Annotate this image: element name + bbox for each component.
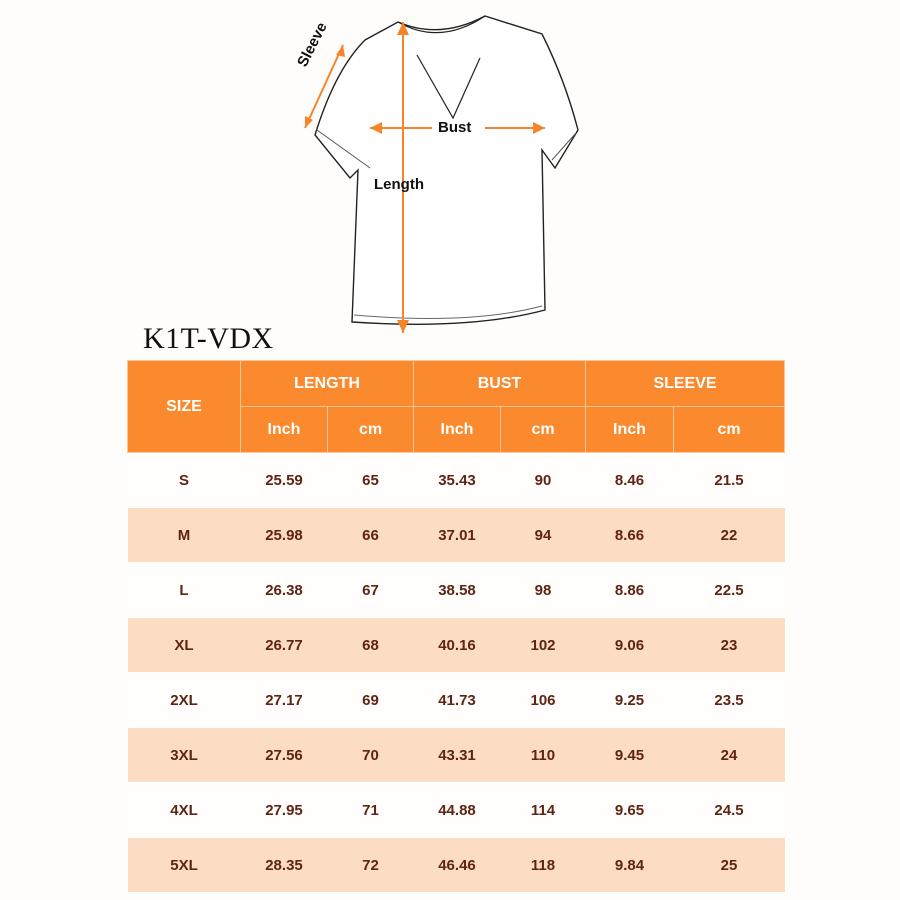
- sleeve-cm-cell: 23: [674, 618, 785, 673]
- length-inch-cell: 25.59: [241, 453, 328, 508]
- sleeve-label: Sleeve: [294, 19, 331, 70]
- length-cm-cell: 66: [328, 508, 414, 563]
- size-cell: L: [128, 563, 241, 618]
- length-cm-cell: 69: [328, 673, 414, 728]
- bust-cm-cell: 106: [501, 673, 586, 728]
- sleeve-inch-cell: 9.06: [586, 618, 674, 673]
- length-label: Length: [374, 176, 424, 193]
- length-inch-cell: 25.98: [241, 508, 328, 563]
- bust-label: Bust: [438, 119, 472, 136]
- sleeve-cm-cell: 22: [674, 508, 785, 563]
- sleeve-inch-cell: 8.66: [586, 508, 674, 563]
- bust-inch-cell: 41.73: [414, 673, 501, 728]
- size-cell: 4XL: [128, 783, 241, 838]
- bust-cm-cell: 118: [501, 838, 586, 893]
- bust-cm-cell: 114: [501, 783, 586, 838]
- size-cell: M: [128, 508, 241, 563]
- size-chart-table: [127, 360, 785, 893]
- length-inch-cell: 27.56: [241, 728, 328, 783]
- bust-inch-cell: 37.01: [414, 508, 501, 563]
- length-cm-cell: 70: [328, 728, 414, 783]
- length-inch-cell: 26.38: [241, 563, 328, 618]
- size-cell: 3XL: [128, 728, 241, 783]
- length-inch-header: Inch: [241, 407, 328, 453]
- size-cell: S: [128, 453, 241, 508]
- sleeve-inch-cell: 9.65: [586, 783, 674, 838]
- model-code: K1T-VDX: [143, 322, 274, 355]
- table-row: [128, 838, 785, 893]
- bust-cm-cell: 90: [501, 453, 586, 508]
- length-cm-cell: 65: [328, 453, 414, 508]
- bust-cm-cell: 98: [501, 563, 586, 618]
- length-cm-cell: 72: [328, 838, 414, 893]
- table-row: [128, 508, 785, 563]
- sleeve-cm-cell: 24.5: [674, 783, 785, 838]
- bust-inch-cell: 38.58: [414, 563, 501, 618]
- table-row: [128, 783, 785, 838]
- size-header: SIZE: [128, 361, 241, 453]
- sleeve-cm-header: cm: [674, 407, 785, 453]
- table-row: [128, 563, 785, 618]
- sleeve-inch-cell: 9.45: [586, 728, 674, 783]
- size-cell: XL: [128, 618, 241, 673]
- bust-inch-cell: 46.46: [414, 838, 501, 893]
- sleeve-cm-cell: 21.5: [674, 453, 785, 508]
- tshirt-measurement-diagram: [280, 0, 580, 340]
- sleeve-cm-cell: 23.5: [674, 673, 785, 728]
- length-cm-header: cm: [328, 407, 414, 453]
- sleeve-cm-cell: 25: [674, 838, 785, 893]
- bust-inch-cell: 43.31: [414, 728, 501, 783]
- bust-cm-header: cm: [501, 407, 586, 453]
- sleeve-inch-cell: 8.86: [586, 563, 674, 618]
- table-row: [128, 453, 785, 508]
- bust-cm-cell: 110: [501, 728, 586, 783]
- table-row: [128, 673, 785, 728]
- length-inch-cell: 26.77: [241, 618, 328, 673]
- length-cm-cell: 71: [328, 783, 414, 838]
- bust-inch-cell: 35.43: [414, 453, 501, 508]
- bust-cm-cell: 94: [501, 508, 586, 563]
- size-cell: 5XL: [128, 838, 241, 893]
- bust-inch-header: Inch: [414, 407, 501, 453]
- sleeve-cm-cell: 22.5: [674, 563, 785, 618]
- length-header: LENGTH: [241, 361, 414, 407]
- bust-inch-cell: 40.16: [414, 618, 501, 673]
- sleeve-header: SLEEVE: [586, 361, 785, 407]
- size-cell: 2XL: [128, 673, 241, 728]
- table-row: [128, 728, 785, 783]
- length-cm-cell: 67: [328, 563, 414, 618]
- length-inch-cell: 27.95: [241, 783, 328, 838]
- length-cm-cell: 68: [328, 618, 414, 673]
- sleeve-inch-header: Inch: [586, 407, 674, 453]
- length-inch-cell: 28.35: [241, 838, 328, 893]
- bust-cm-cell: 102: [501, 618, 586, 673]
- length-inch-cell: 27.17: [241, 673, 328, 728]
- sleeve-inch-cell: 9.84: [586, 838, 674, 893]
- bust-inch-cell: 44.88: [414, 783, 501, 838]
- sleeve-inch-cell: 9.25: [586, 673, 674, 728]
- table-row: [128, 618, 785, 673]
- tshirt-outline-icon: [280, 0, 580, 340]
- sleeve-inch-cell: 8.46: [586, 453, 674, 508]
- bust-header: BUST: [414, 361, 586, 407]
- sleeve-cm-cell: 24: [674, 728, 785, 783]
